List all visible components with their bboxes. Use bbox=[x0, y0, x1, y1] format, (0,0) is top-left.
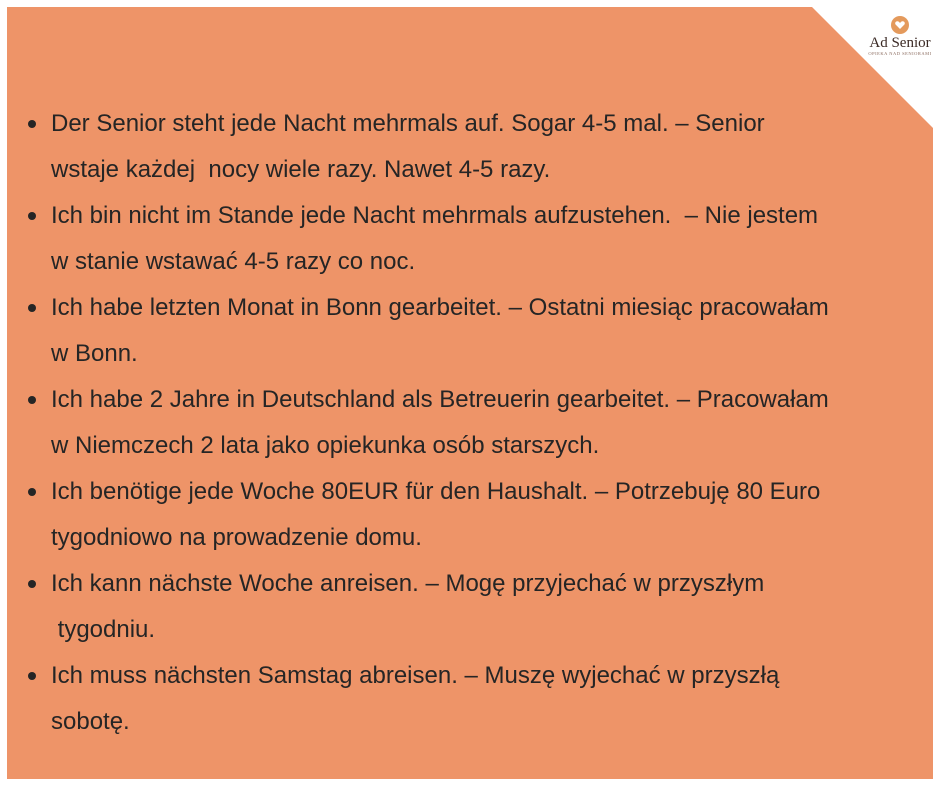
phrase-line: wstaje każdej nocy wiele razy. Nawet 4-5 razy. bbox=[51, 156, 551, 183]
heart-circle-icon bbox=[891, 16, 909, 34]
bullet-icon bbox=[28, 212, 36, 220]
brand-tagline: OPIEKA NAD SENIORAMI bbox=[868, 51, 932, 56]
phrase-line: Ich muss nächsten Samstag abreisen. – Muszę wyjechać w przyszłą bbox=[51, 662, 780, 689]
phrase-line: w Niemczech 2 lata jako opiekunka osób starszych. bbox=[51, 432, 600, 459]
bullet-icon bbox=[28, 672, 36, 680]
bullet-icon bbox=[28, 396, 36, 404]
bullet-icon bbox=[28, 120, 36, 128]
phrase-line: w stanie wstawać 4-5 razy co noc. bbox=[51, 248, 416, 275]
bullet-icon bbox=[28, 488, 36, 496]
phrase-line: sobotę. bbox=[51, 708, 130, 735]
phrase-line: tygodniowo na prowadzenie domu. bbox=[51, 524, 422, 551]
list-item bbox=[28, 193, 933, 285]
phrase-line: Ich bin nicht im Stande jede Nacht mehrmals aufzustehen. – Nie jestem bbox=[51, 202, 819, 229]
phrase-list bbox=[28, 101, 933, 745]
list-item bbox=[28, 561, 933, 653]
list-item bbox=[28, 469, 933, 561]
list-item bbox=[28, 285, 933, 377]
phrase-line: Ich benötige jede Woche 80EUR für den Haushalt. – Potrzebuję 80 Euro bbox=[51, 478, 821, 505]
bullet-icon bbox=[28, 580, 36, 588]
phrase-line: Ich habe letzten Monat in Bonn gearbeitet. – Ostatni miesiąc pracowałam bbox=[51, 294, 829, 321]
brand-name: Ad Senior bbox=[869, 35, 931, 51]
phrase-line: Ich habe 2 Jahre in Deutschland als Betreuerin gearbeitet. – Pracowałam bbox=[51, 386, 829, 413]
phrase-line: tygodniu. bbox=[51, 616, 156, 643]
list-item bbox=[28, 653, 933, 745]
bullet-icon bbox=[28, 304, 36, 312]
phrase-line: Der Senior steht jede Nacht mehrmals auf. Sogar 4-5 mal. – Senior bbox=[51, 110, 765, 137]
list-item bbox=[28, 101, 933, 193]
list-item bbox=[28, 377, 933, 469]
phrase-line: Ich kann nächste Woche anreisen. – Mogę przyjechać w przyszłym bbox=[51, 570, 765, 597]
phrase-line: w Bonn. bbox=[51, 340, 138, 367]
brand-logo bbox=[860, 16, 940, 56]
